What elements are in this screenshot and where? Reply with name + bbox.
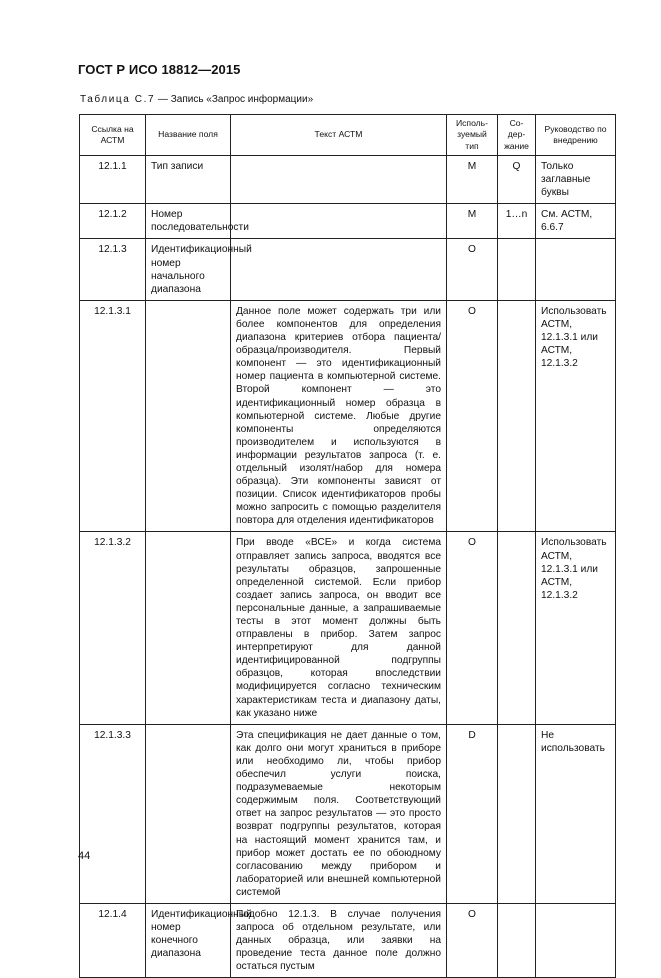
- cell-used-type: O: [447, 532, 498, 724]
- column-header-astm-text: Текст АСТМ: [231, 115, 447, 156]
- cell-field-name: Номер последовательности: [146, 204, 231, 239]
- cell-content: [498, 300, 536, 532]
- cell-used-type: M: [447, 156, 498, 204]
- cell-astm-ref: 12.1.1: [80, 156, 146, 204]
- table-row: [80, 532, 616, 724]
- table-row: [80, 903, 616, 977]
- astm-query-record-table: [79, 114, 616, 978]
- cell-field-name: Тип записи: [146, 156, 231, 204]
- cell-content: [498, 239, 536, 300]
- cell-astm-text: [231, 156, 447, 204]
- table-row: [80, 239, 616, 300]
- cell-implementation-guide: Не использовать: [536, 724, 616, 903]
- cell-field-name: [146, 724, 231, 903]
- cell-used-type: D: [447, 724, 498, 903]
- table-caption-label: Таблица С.7: [80, 94, 156, 105]
- cell-implementation-guide: Только заглавные буквы: [536, 156, 616, 204]
- column-header-astm-ref: Ссылка на АСТМ: [80, 115, 146, 156]
- cell-field-name: [146, 532, 231, 724]
- cell-implementation-guide: Использовать АСТМ, 12.1.3.1 или АСТМ, 12.1.3.2: [536, 300, 616, 532]
- cell-astm-text: При вводе «ВСЕ» и когда система отправляет запись запроса, вводятся все результаты образцов, запрошенные определенной системой. Если прибор создает запись запроса, он вводит все персональные данные, а запрашиваемые тесты в этот момент должны быть отправлены в прибор. Затем запрос интерпретируют для данной идентифицированной подгруппы образцов, которая впоследствии модифицируется согласно техническим характеристикам теста и диапазону даты, как указано ниже: [231, 532, 447, 724]
- column-header-field-name: Название поля: [146, 115, 231, 156]
- cell-implementation-guide: Использовать АСТМ, 12.1.3.1 или АСТМ, 12.1.3.2: [536, 532, 616, 724]
- cell-implementation-guide: См. АСТМ, 6.6.7: [536, 204, 616, 239]
- cell-astm-text: [231, 239, 447, 300]
- cell-field-name: Идентификационный номер начального диапазона: [146, 239, 231, 300]
- cell-astm-ref: 12.1.2: [80, 204, 146, 239]
- table-row: [80, 724, 616, 903]
- cell-field-name: Идентификационный номер конечного диапазона: [146, 903, 231, 977]
- cell-used-type: O: [447, 903, 498, 977]
- page-number: 44: [78, 850, 91, 862]
- cell-content: [498, 532, 536, 724]
- cell-astm-text: Данное поле может содержать три или более компонентов для определения диапазона критериев отбора пациента/образца/производителя. Первый компонент — это идентификационный номер пациента в компьютерной системе. Второй компонент — это идентификационный номер образца в компьютерной системе. Любые другие компоненты определяются производителем и используются в информации результатов запроса (т. е. отдельный изолят/набор для номера образца). Эти компоненты зависят от позиции. Список идентификаторов пробы можно запросить с помощью разделителя повтора для отделения идентификаторов: [231, 300, 447, 532]
- cell-astm-ref: 12.1.4: [80, 903, 146, 977]
- table-row: [80, 300, 616, 532]
- cell-content: [498, 903, 536, 977]
- table-header-row: [80, 115, 616, 156]
- table-row: [80, 204, 616, 239]
- table-row: [80, 156, 616, 204]
- cell-content: Q: [498, 156, 536, 204]
- cell-content: 1…n: [498, 204, 536, 239]
- cell-astm-ref: 12.1.3: [80, 239, 146, 300]
- column-header-used-type: Исполь-зуемый тип: [447, 115, 498, 156]
- column-header-implementation-guide: Руководство по внедрению: [536, 115, 616, 156]
- cell-astm-ref: 12.1.3.3: [80, 724, 146, 903]
- cell-implementation-guide: [536, 239, 616, 300]
- cell-astm-ref: 12.1.3.1: [80, 300, 146, 532]
- column-header-content: Со-дер-жание: [498, 115, 536, 156]
- cell-used-type: O: [447, 300, 498, 532]
- cell-field-name: [146, 300, 231, 532]
- table-caption-title: — Запись «Запрос информации»: [155, 94, 314, 105]
- cell-used-type: O: [447, 239, 498, 300]
- cell-content: [498, 724, 536, 903]
- cell-astm-ref: 12.1.3.2: [80, 532, 146, 724]
- cell-implementation-guide: [536, 903, 616, 977]
- cell-used-type: M: [447, 204, 498, 239]
- cell-astm-text: [231, 204, 447, 239]
- document-header: ГОСТ Р ИСО 18812—2015: [78, 62, 241, 77]
- cell-astm-text: Подобно 12.1.3. В случае получения запроса об отдельном результате, или данных образца, или заявки на проведение теста данное поле должно остаться пустым: [231, 903, 447, 977]
- cell-astm-text: Эта спецификация не дает данные о том, как долго они могут храниться в приборе или необходимо ли, чтобы прибор обеспечил услуги поиска, подразумеваемые некоторым содержимым поля. Соответствующий ответ на запрос результатов — это просто возврат подгруппы результатов, которая на настоящий момент хранится там, и прибор может достать ее по обоюдному согласованию между прибором и лабораторией или внешней компьютерной системой: [231, 724, 447, 903]
- table-caption: [80, 94, 313, 105]
